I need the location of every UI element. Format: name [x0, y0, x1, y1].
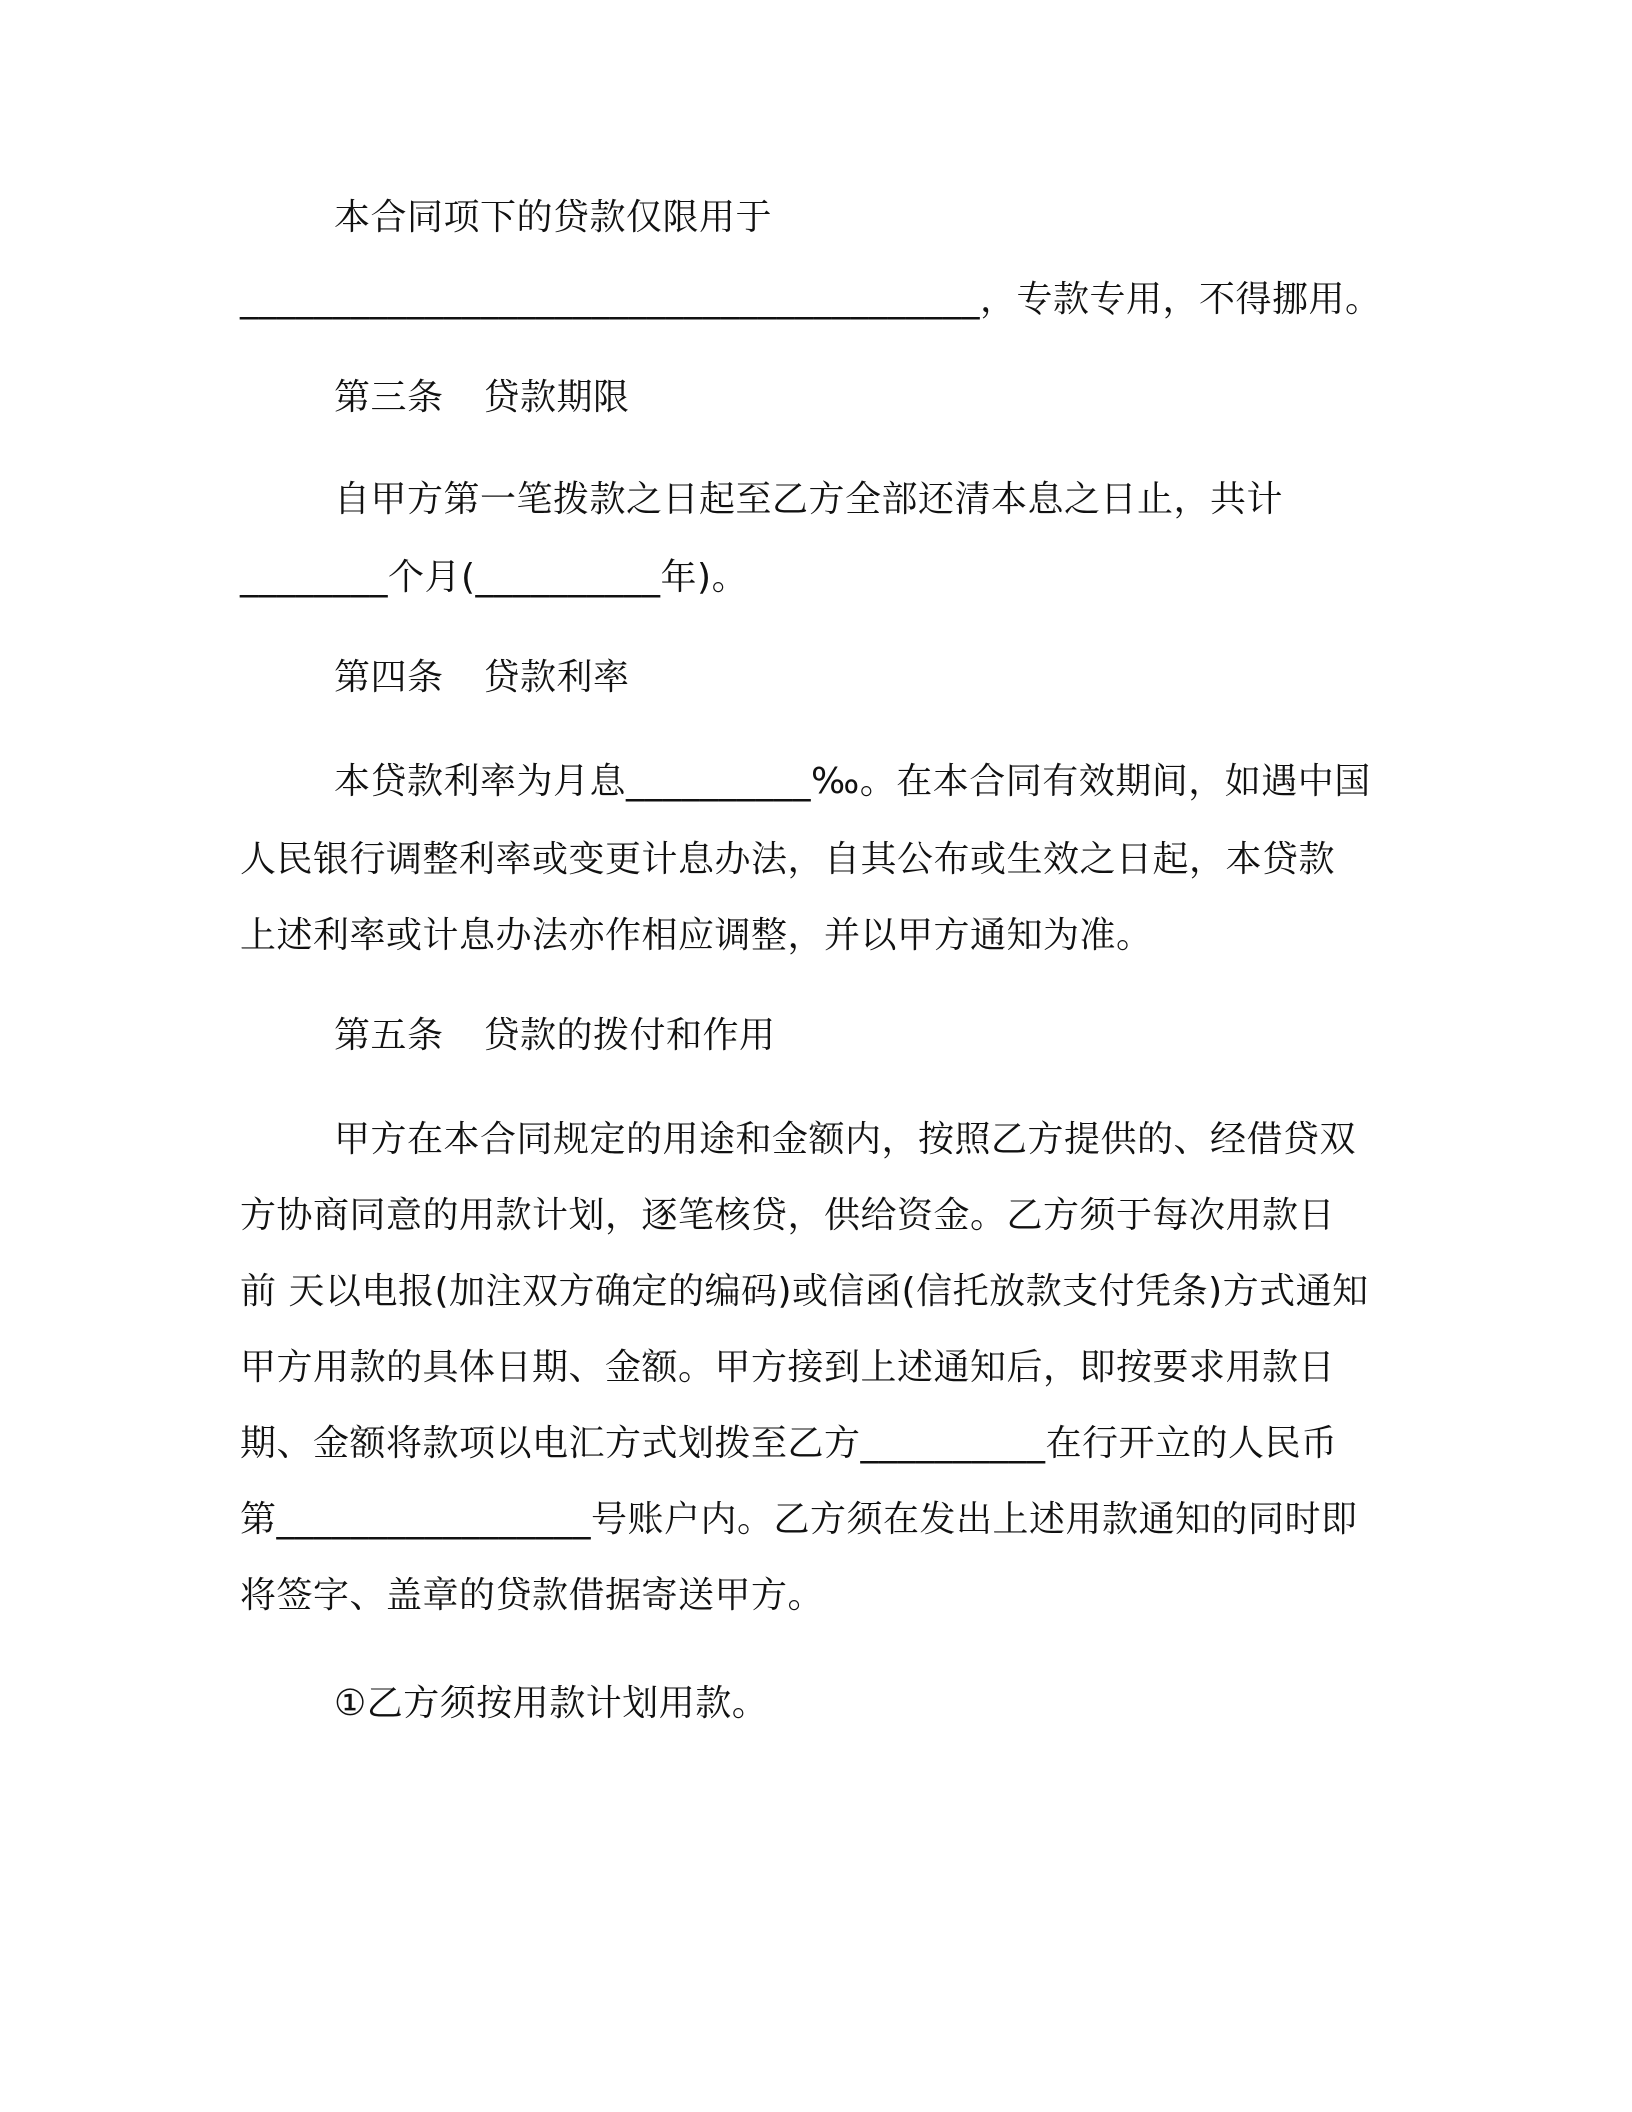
article-number: 第五条	[334, 1015, 444, 1056]
paragraph-line: 期、金额将款项以电汇方式划拨至乙方__________在行开立的人民币	[240, 1423, 1338, 1464]
paragraph-line: 前 天以电报(加注双方确定的编码)或信函(信托放款支付凭条)方式通知	[240, 1271, 1369, 1312]
paragraph-line: 人民银行调整利率或变更计息办法，自其公布或生效之日起，本贷款	[240, 839, 1336, 880]
paragraph-line: 本贷款利率为月息__________‰。在本合同有效期间，如遇中国	[334, 761, 1371, 802]
paragraph-line: 将签字、盖章的贷款借据寄送甲方。	[240, 1575, 825, 1616]
paragraph-line: 甲方用款的具体日期、金额。甲方接到上述通知后，即按要求用款日	[240, 1347, 1336, 1388]
paragraph-line: 第_________________号账户内。乙方须在发出上述用款通知的同时即	[240, 1499, 1358, 1540]
list-item: ①乙方须按用款计划用款。	[334, 1683, 769, 1724]
article-title: 贷款期限	[483, 377, 630, 418]
paragraph-line: 上述利率或计息办法亦作相应调整，并以甲方通知为准。	[240, 915, 1153, 956]
article-heading	[334, 376, 1494, 420]
article-heading	[334, 656, 1494, 700]
article-number: 第三条	[334, 377, 444, 418]
article-number: 第四条	[334, 657, 444, 698]
paragraph-line: 本合同项下的贷款仅限用于	[334, 197, 773, 238]
paragraph-line: ________个月(__________年)。	[240, 557, 749, 598]
article-title: 贷款利率	[483, 657, 630, 698]
paragraph-line: 甲方在本合同规定的用途和金额内，按照乙方提供的、经借贷双	[334, 1119, 1357, 1160]
article-heading	[334, 1014, 1494, 1058]
paragraph-line: ________________________________________，专款专用，不得挪用。	[240, 279, 1382, 320]
article-title: 贷款的拨付和作用	[483, 1015, 776, 1056]
paragraph-line: 自甲方第一笔拨款之日起至乙方全部还清本息之日止，共计	[334, 479, 1284, 520]
paragraph-line: 方协商同意的用款计划，逐笔核贷，供给资金。乙方须于每次用款日	[240, 1195, 1336, 1236]
